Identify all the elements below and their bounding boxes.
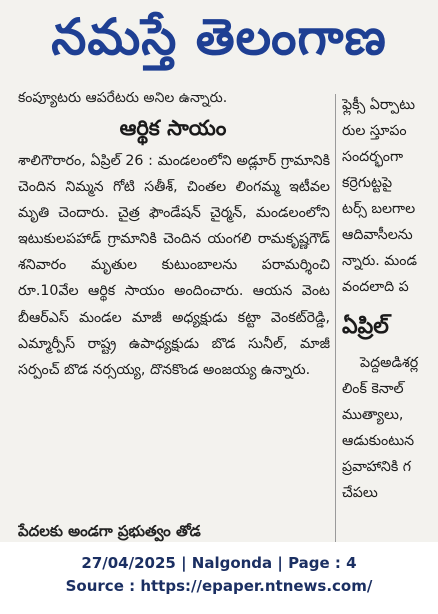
adjacent-line: పెద్దఅడిశర్ల xyxy=(360,355,419,371)
article-headline: ఆర్థిక సాయం xyxy=(119,116,227,140)
adjacent-line: సందర్భంగా xyxy=(342,149,404,165)
column-divider xyxy=(335,94,336,542)
adjacent-line: ఆడుకుంటున xyxy=(342,433,415,449)
adjacent-line: ఆదివాసీలను xyxy=(342,227,413,243)
adjacent-line: టర్స్ బలగాల xyxy=(342,201,416,217)
source-footer xyxy=(0,542,438,614)
adjacent-line: రుల స్తూపం xyxy=(342,123,407,139)
source-link[interactable]: Source : https://epaper.ntnews.com/ xyxy=(65,577,373,595)
adjacent-line: ఫ్లెక్సీ ఏర్పాటు xyxy=(342,97,416,113)
adjacent-line: వందలాది ప xyxy=(342,279,409,295)
adjacent-line: ప్రవాహానికి గ xyxy=(342,459,412,475)
masthead-title: నమస్తే తెలంగాణ xyxy=(51,7,387,66)
previous-article-last-line: కంప్యూటరు ఆపరేటరు అనిల ఉన్నారు. xyxy=(18,90,228,106)
adjacent-headline: ఏప్రిల్ xyxy=(342,314,389,339)
adjacent-line: కర్రెగుట్టపై xyxy=(342,175,393,191)
adjacent-column xyxy=(342,92,438,542)
adjacent-line: ముత్యాలు, xyxy=(342,407,404,423)
adjacent-line: లింక్ కెనాల్ xyxy=(342,381,404,397)
adjacent-line: చేపలు xyxy=(342,485,378,501)
adjacent-line: న్నారు. మండ xyxy=(342,253,417,269)
edition-info: 27/04/2025 | Nalgonda | Page : 4 xyxy=(81,554,357,572)
next-article-cut-headline: పేదలకు అండగా ప్రభుత్వం తోడ xyxy=(18,522,201,540)
article-body: శాలిగౌరారం, ఏప్రిల్ 26 : మండలంలోని అడ్లూర్ గ్రామానికి చెందిన నిమ్మన గోటి సతీశ్, చింతల లింగమ్మ ఇటీవల మృతి చెందారు. చైత్ర ఫౌండేషన్ చైర్మన్, మండలంలోని ఇటుకులపహాడ్ గ్రామానికి చెందిన యంగలి రామకృష్ణగౌడ్ శనివారం మృతుల కుటుంబాలను పరామర్శించి రూ.10వేల ఆర్థిక సాయం అందించారు. ఆయన వెంట బీఆర్ఎస్ మండల మాజీ అధ్యక్షుడు కట్టా వెంకట్‌రెడ్డి, ఎమ్మార్పీస్ రాష్ట్ర ఉపాధ్యక్షుడు బొడ సునీల్, మాజీ సర్పంచ్ బొడ నర్సయ్య, దొనకొండ అంజయ్య ఉన్నారు. xyxy=(18,153,330,378)
newspaper-masthead xyxy=(0,0,438,86)
